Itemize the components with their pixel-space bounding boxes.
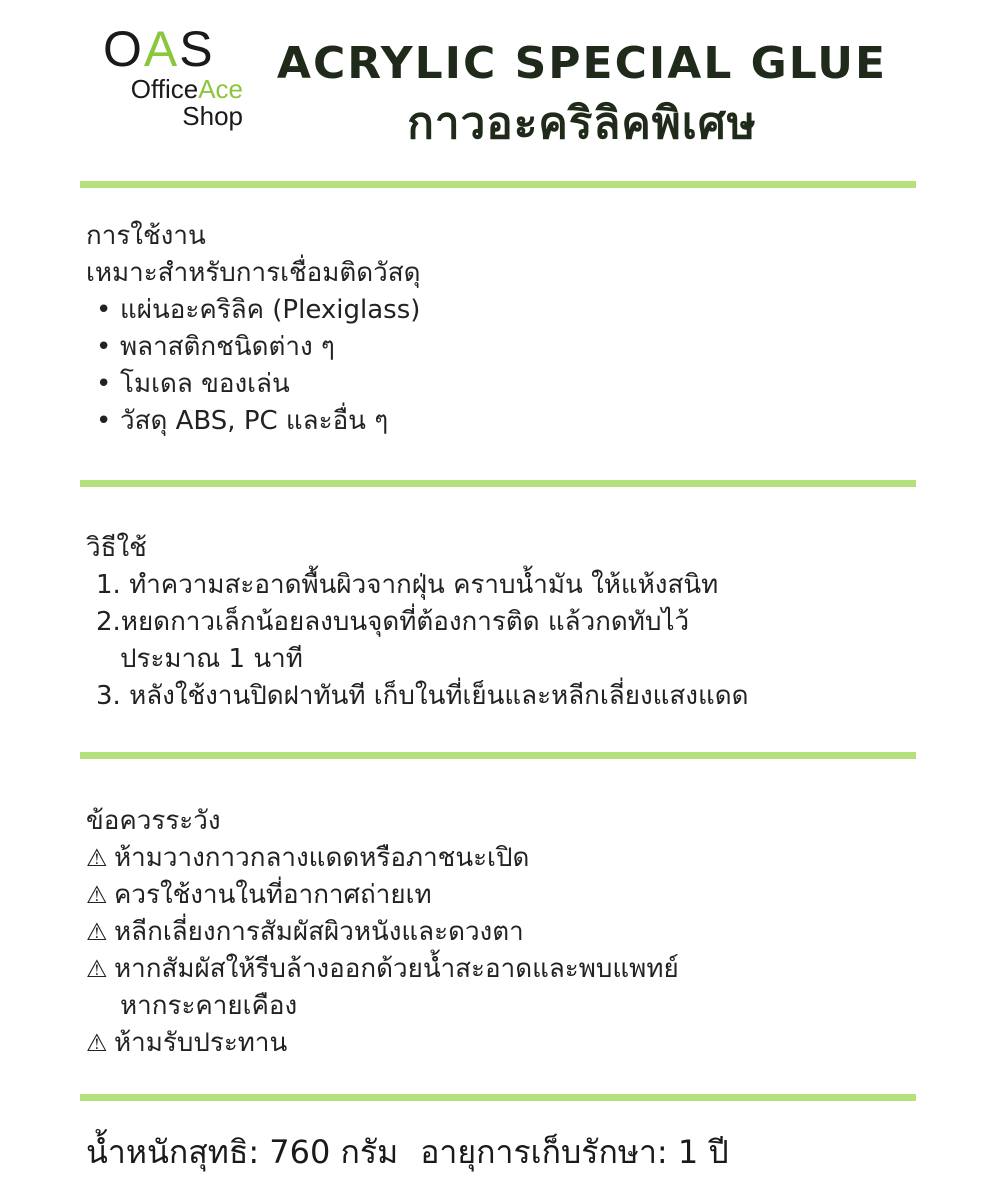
instructions-heading: วิธีใช้ — [86, 533, 147, 563]
section-divider — [80, 181, 916, 188]
net-weight: น้ำหนักสุทธิ: 760 กรัม — [86, 1133, 399, 1171]
logo-mark-a: A — [143, 21, 180, 77]
caution-text: ห้ามวางกาวกลางแดดหรือภาชนะเปิด — [114, 843, 530, 873]
logo-mark-s: S — [179, 21, 215, 77]
usage-list-item — [86, 366, 946, 403]
brand-logo — [103, 22, 243, 130]
cautions-section — [86, 803, 946, 1062]
product-title-thai: กาวอะคริลิคพิเศษ — [407, 98, 757, 149]
usage-list-item — [86, 329, 946, 366]
instruction-step-continued: ประมาณ 1 นาที — [120, 644, 303, 674]
usage-heading: การใช้งาน — [86, 221, 206, 251]
cautions-heading: ข้อควรระวัง — [86, 806, 221, 836]
usage-item-text: พลาสติกชนิดต่าง ๆ — [120, 332, 335, 362]
caution-text-continued: หากระคายเคือง — [120, 991, 298, 1021]
instruction-step: 1. ทำความสะอาดพื้นผิวจากฝุ่น คราบน้ำมัน ให้แห้งสนิท — [96, 570, 719, 600]
instruction-step: 2.หยดกาวเล็กน้อยลงบนจุดที่ต้องการติด แล้วกดทับไว้ — [96, 607, 690, 637]
usage-list-item — [86, 403, 946, 440]
bullet-dot: • — [96, 369, 112, 399]
warning-icon: ⚠ — [86, 881, 108, 909]
usage-section — [86, 218, 946, 440]
usage-item-text: วัสดุ ABS, PC และอื่น ๆ — [120, 406, 389, 436]
product-specs — [86, 1132, 926, 1172]
usage-item-text: โมเดล ของเล่น — [120, 369, 290, 399]
caution-text: หากสัมผัสให้รีบล้างออกด้วยน้ำสะอาดและพบแพทย์ — [114, 954, 679, 984]
product-title-english: ACRYLIC SPECIAL GLUE — [276, 38, 888, 89]
shelf-life: อายุการเก็บรักษา: 1 ปี — [420, 1133, 729, 1171]
instruction-step: 3. หลังใช้งานปิดฝาทันที เก็บในที่เย็นและหลีกเลี่ยงแสงแดด — [96, 681, 749, 711]
caution-text: หลีกเลี่ยงการสัมผัสผิวหนังและดวงตา — [114, 917, 524, 947]
caution-item — [86, 877, 946, 914]
caution-text: ห้ามรับประทาน — [114, 1028, 288, 1058]
caution-item — [86, 914, 946, 951]
logo-name-office: Office — [130, 74, 199, 104]
section-divider — [80, 1094, 916, 1101]
instructions-section — [86, 530, 946, 715]
caution-item — [86, 840, 946, 877]
usage-list-item — [86, 292, 946, 329]
bullet-dot: • — [96, 332, 112, 362]
caution-item — [86, 1025, 946, 1062]
logo-name-ace: Ace — [198, 74, 243, 104]
logo-name-shop: Shop — [182, 101, 243, 131]
warning-icon: ⚠ — [86, 955, 108, 983]
warning-icon: ⚠ — [86, 1029, 108, 1057]
bullet-dot: • — [96, 295, 112, 325]
warning-icon: ⚠ — [86, 918, 108, 946]
logo-mark-o: O — [103, 21, 144, 77]
logo-mark — [103, 22, 243, 76]
product-title — [262, 38, 902, 154]
warning-icon: ⚠ — [86, 844, 108, 872]
usage-intro: เหมาะสำหรับการเชื่อมติดวัสดุ — [86, 258, 421, 288]
section-divider — [80, 752, 916, 759]
section-divider — [80, 480, 916, 487]
usage-item-text: แผ่นอะคริลิค (Plexiglass) — [120, 295, 421, 325]
caution-text: ควรใช้งานในที่อากาศถ่ายเท — [114, 880, 432, 910]
caution-item — [86, 951, 946, 988]
logo-name-line — [103, 76, 243, 103]
bullet-dot: • — [96, 406, 112, 436]
